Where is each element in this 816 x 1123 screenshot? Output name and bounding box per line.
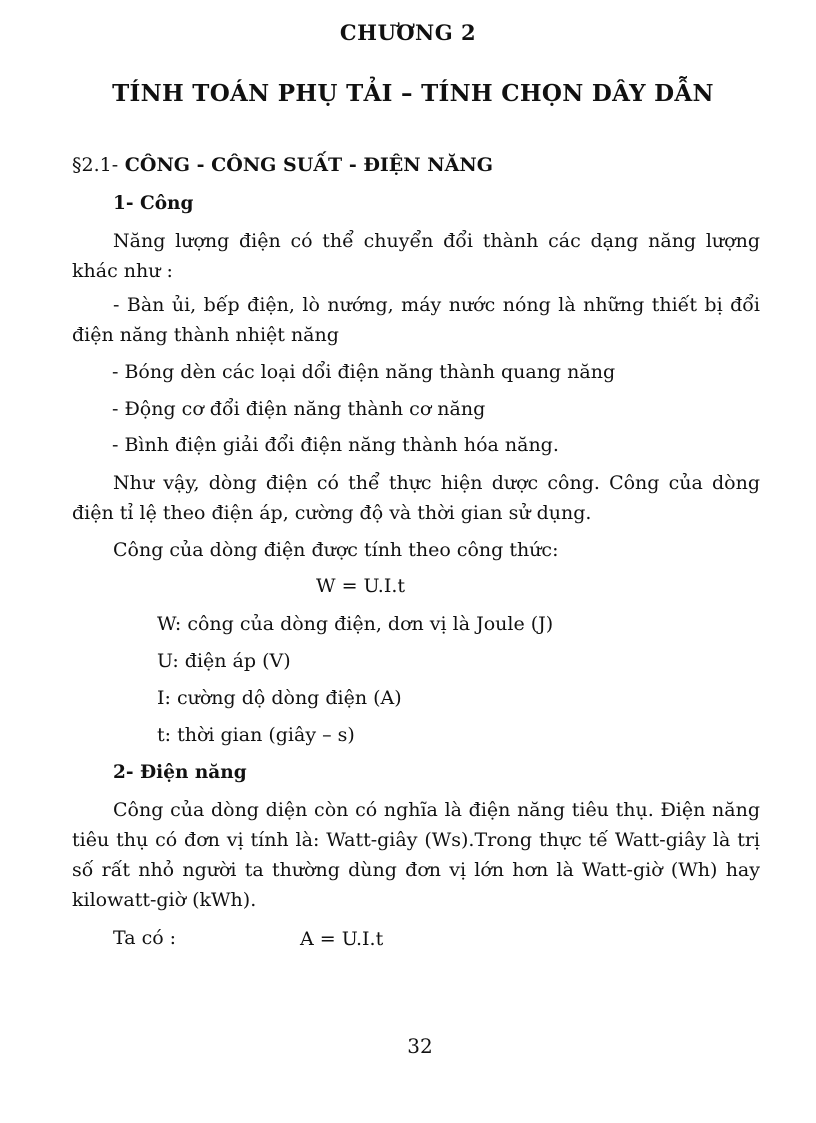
list-item-motor: - Động cơ đổi điện năng thành cơ năng bbox=[112, 398, 486, 420]
chapter-label: CHƯƠNG 2 bbox=[339, 20, 477, 45]
chapter-title: TÍNH TOÁN PHỤ TẢI – TÍNH CHỌN DÂY DẪN bbox=[112, 80, 714, 107]
paragraph-energy: Công của dòng diện còn có nghĩa là điện năng tiêu thụ. Điện năng tiêu thụ có đơn vị tính là: Watt-giây (Ws).Trong thực tế Watt-giây là trị số rất nhỏ người ta thường dùng đơn vị lớn hơn là Watt-giờ (Wh) hay kilowatt-giờ (kWh). bbox=[72, 799, 760, 911]
section-heading bbox=[72, 154, 493, 176]
definition-u: U: điện áp (V) bbox=[157, 650, 291, 672]
list-item-light: - Bóng dèn các loại dổi điện năng thành quang năng bbox=[112, 361, 616, 383]
subheading-dien-nang: 2- Điện năng bbox=[113, 762, 247, 783]
paragraph-summary: Như vậy, dòng điện có thể thực hiện dược công. Công của dòng điện tỉ lệ theo điện áp, cường độ và thời gian sử dụng. bbox=[72, 472, 760, 524]
page-number: 32 bbox=[407, 1034, 433, 1058]
formula-work: W = U.I.t bbox=[316, 575, 406, 597]
section-title: CÔNG - CÔNG SUẤT - ĐIỆN NĂNG bbox=[124, 154, 493, 176]
definition-w: W: công của dòng điện, dơn vị là Joule (J) bbox=[157, 613, 554, 635]
formula-intro: Công của dòng điện được tính theo công thức: bbox=[113, 539, 559, 561]
definition-t: t: thời gian (giây – s) bbox=[157, 724, 355, 746]
list-item-chemical: - Bình điện giải đổi điện năng thành hóa năng. bbox=[112, 434, 559, 456]
paragraph-example-heat: - Bàn ủi, bếp điện, lò nướng, máy nước nóng là những thiết bị đổi điện năng thành nhiệt năng bbox=[72, 294, 760, 346]
label-ta-co: Ta có : bbox=[113, 927, 177, 949]
paragraph-intro: Năng lượng điện có thể chuyển đổi thành các dạng năng lượng khác như : bbox=[72, 230, 760, 282]
definition-i: I: cường dộ dòng điện (A) bbox=[157, 687, 402, 709]
section-number: §2.1- bbox=[72, 154, 119, 176]
formula-energy: A = U.I.t bbox=[300, 928, 384, 950]
subheading-cong: 1- Công bbox=[113, 193, 194, 214]
